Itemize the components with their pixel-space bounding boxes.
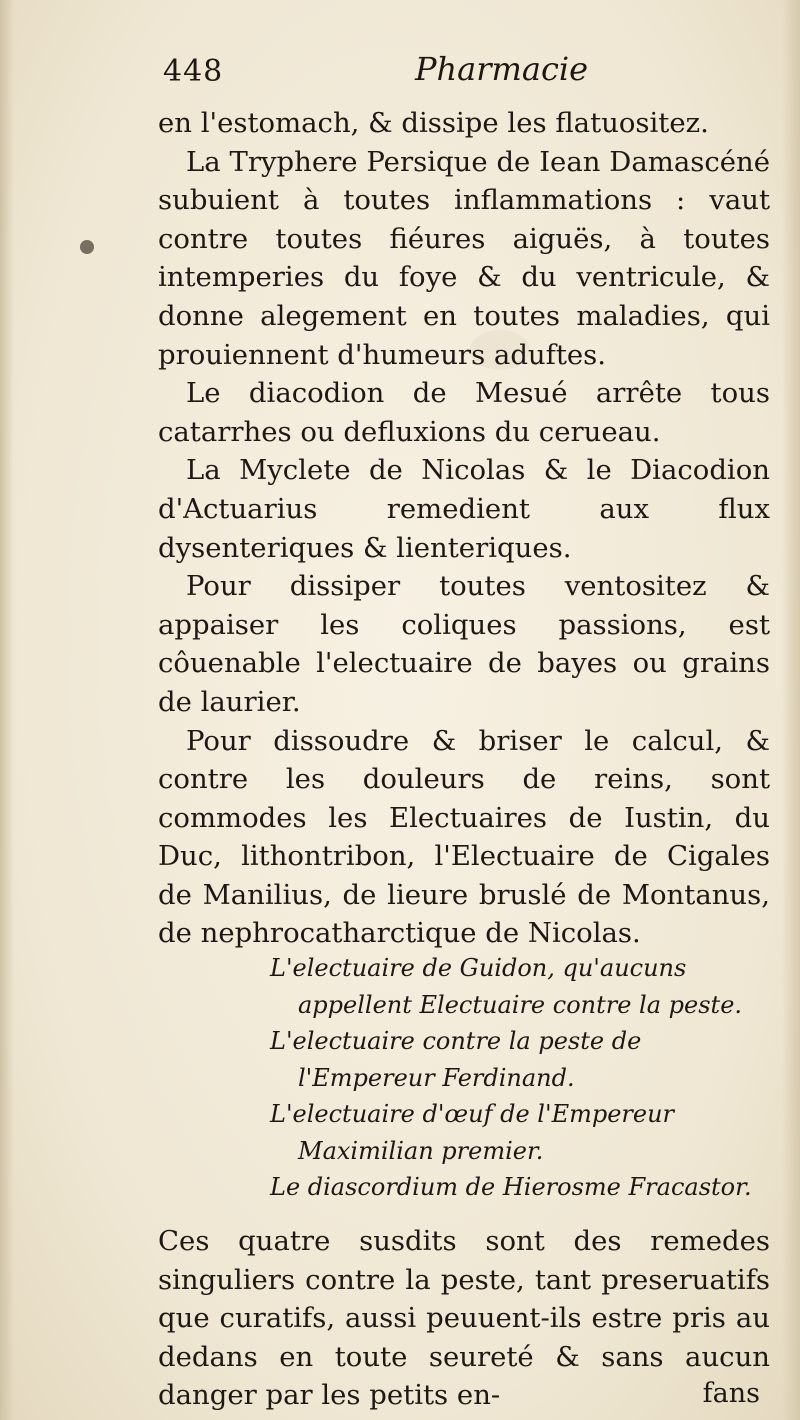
italic-list-item: L'electuaire d'œuf de l'Empereur Maximilian premier. — [270, 1100, 675, 1165]
running-head — [163, 48, 623, 88]
page-edge-shadow-right — [782, 0, 800, 1420]
paragraph-continuation: en l'estomach, & dissipe les flatuositez. — [158, 107, 709, 139]
italic-list-item: L'electuaire de Guidon, qu'aucuns appellent Electuaire contre la peste. — [270, 954, 743, 1019]
paragraph-ventositez: Pour dissiper toutes ventositez & appaiser les coliques passions, est côuenable l'electuaire de bayes ou grains de laurier. — [158, 570, 770, 718]
closing-text — [158, 1222, 770, 1415]
paragraph-tryphere: La Tryphere Persique de Iean Damascéné subuient à toutes inflammations : vaut contre toutes fiéures aiguës, à toutes intemperies du foye & du ventricule, & donne alegement en toutes maladies, qui prouiennent d'humeurs aduftes. — [158, 145, 770, 371]
paragraph-myclete: La Myclete de Nicolas & le Diacodion d'Actuarius remedient aux flux dysenteriques & lienteriques. — [158, 454, 770, 564]
body-text — [158, 104, 770, 953]
page-number: 448 — [163, 54, 224, 89]
page-edge-shadow-left — [0, 0, 14, 1420]
italic-list-item: Le diascordium de Hierosme Fracastor. — [270, 1173, 752, 1201]
paragraph-calcul: Pour dissoudre & briser le calcul, & contre les douleurs de reins, sont commodes les Electuaires de Iustin, du Duc, lithontribon, l'Electuaire de Cigales de Manilius, de lieure bruslé de Montanus, de nephrocatharctique de Nicolas. — [158, 724, 770, 950]
ink-spot — [80, 240, 94, 254]
paragraph-diacodion: Le diacodion de Mesué arrête tous catarrhes ou defluxions du cerueau. — [158, 377, 770, 448]
italic-list — [158, 950, 770, 1206]
italic-list-item: L'electuaire contre la peste de l'Empereur Ferdinand. — [270, 1027, 642, 1092]
catchword: fans — [702, 1378, 760, 1409]
running-title: Pharmacie — [415, 50, 589, 88]
paragraph-closing: Ces quatre susdits sont des remedes singuliers contre la peste, tant preseruatifs que curatifs, aussi peuuent-ils estre pris au dedans en toute seureté & sans aucun danger par les petits en- — [158, 1225, 770, 1412]
